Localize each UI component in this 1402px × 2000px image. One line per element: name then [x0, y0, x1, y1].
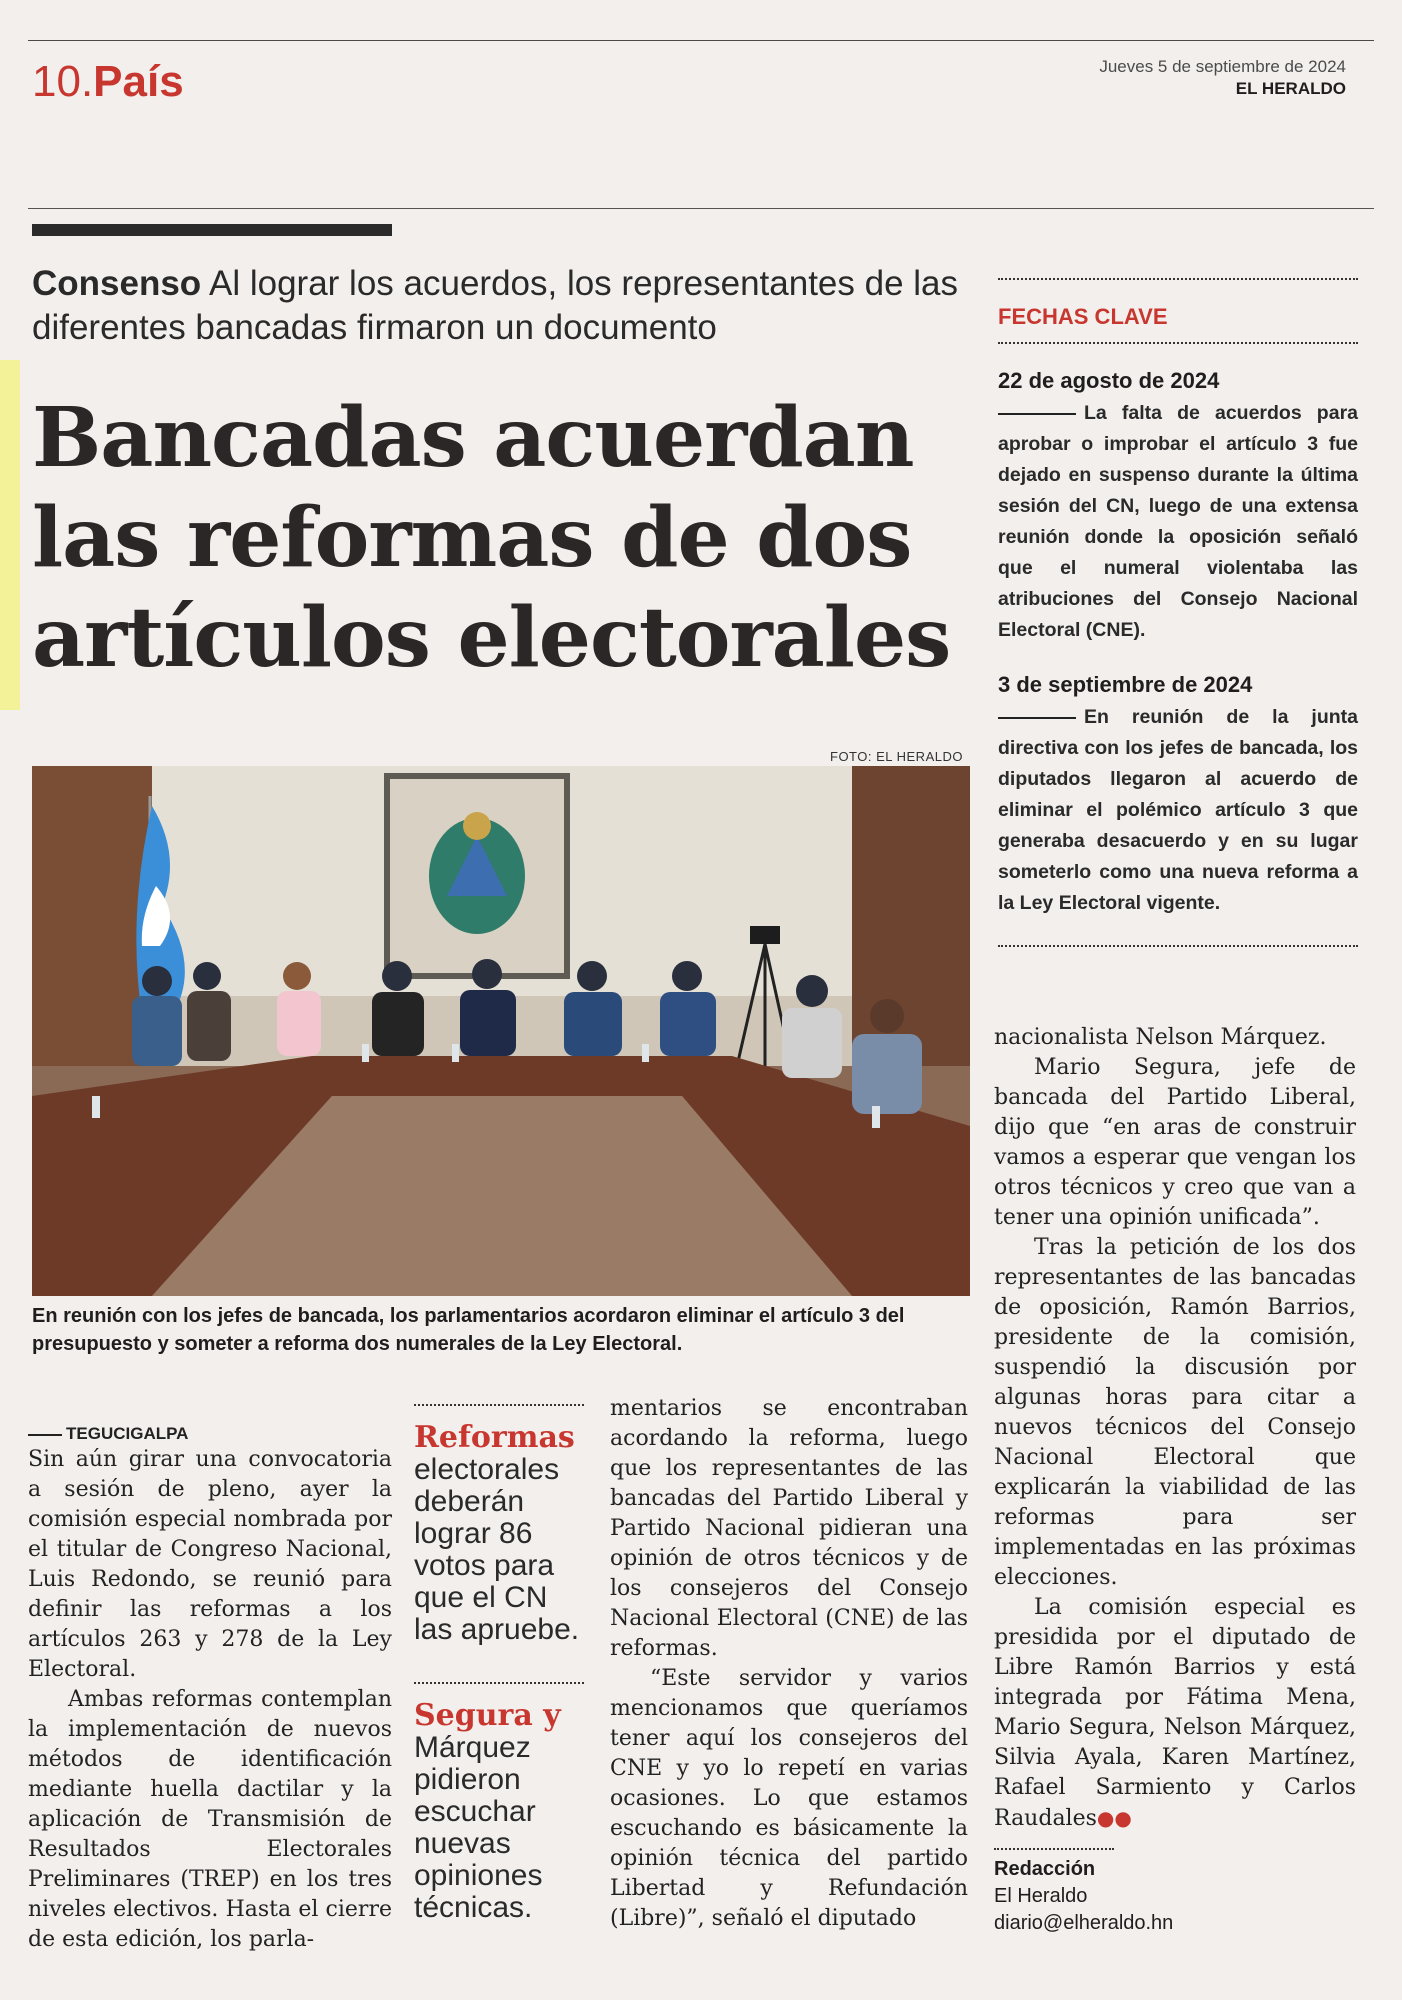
page-header — [32, 56, 184, 107]
kicker — [32, 262, 992, 350]
byline-label: Redacción — [994, 1858, 1096, 1880]
photo-credit: FOTO: EL HERALDO — [830, 749, 963, 764]
pullquote-lead: Reformas — [414, 1420, 575, 1455]
article-column-4 — [994, 1023, 1356, 1834]
pullquote-rule — [414, 1682, 584, 1684]
body-paragraph: Sin aún girar una convocatoria a sesión de pleno, ayer la comisión especial nombrada por el titular de Congreso Nacional, Luis Redondo, se reunió para definir las reformas a los artículos 263 y 278 de la Ley Electoral. — [28, 1447, 392, 1682]
section-name: País — [93, 57, 184, 106]
byline-outlet: El Heraldo — [994, 1885, 1088, 1907]
header-rule — [28, 208, 1374, 209]
issue-date: Jueves 5 de septiembre de 2024 — [1099, 57, 1346, 76]
meeting-photo — [32, 766, 970, 1296]
key-dates-box — [998, 278, 1358, 947]
body-paragraph: Tras la petición de los dos representantes de las bancadas de oposición, Ramón Barrios, presidente de la comisión, suspendió la discusión por algunas horas para citar a nuevos técnicos del Consejo Nacional Electoral que explicarán la viabilidad de las reformas para ser implementadas en las próximas elecciones. — [994, 1235, 1356, 1590]
article-top-bar — [32, 224, 392, 236]
article-column-1 — [28, 1423, 392, 1955]
byline-rule — [994, 1848, 1114, 1850]
end-mark-icon: ●● — [1096, 1806, 1132, 1830]
pullquote-text: electorales deberán lograr 86 votos para que el CN las apruebe. — [414, 1453, 580, 1646]
highlighter-mark — [0, 360, 20, 710]
pullquote-lead: Segura y — [414, 1698, 561, 1733]
byline-box — [994, 1848, 1244, 1937]
pullquote-text: Márquez pidieron escuchar nuevas opiniones técnicas. — [414, 1731, 543, 1924]
headline: Bancadas acuerdan las reformas de dos artículos electorales — [32, 390, 951, 686]
sidebar-rule — [998, 945, 1358, 947]
key-date: 3 de septiembre de 2024 — [998, 672, 1253, 697]
sidebar-title: FECHAS CLAVE — [998, 304, 1168, 329]
sidebar-rule — [998, 342, 1358, 344]
pullquote — [414, 1682, 594, 1924]
body-paragraph: Mario Segura, jefe de bancada del Partido Liberal, dijo que “en aras de construir vamos a esperar que vengan los otros técnicos y creo que van a tener una opinión unificada”. — [994, 1055, 1356, 1230]
body-paragraph: nacionalista Nelson Márquez. — [994, 1025, 1327, 1050]
body-paragraph: “Este servidor y varios mencionamos que queríamos tener aquí los consejeros del CNE y yo lo repetí en varias ocasiones. Lo que estamos escuchando es básicamente la opinión técnica del partido Libertad y Refundación (Libre)”, señaló el diputado — [610, 1666, 968, 1931]
issue-info — [1099, 56, 1346, 100]
body-paragraph: mentarios se encontraban acordando la reforma, luego que los representantes de las bancadas del Partido Liberal y Partido Nacional pidieran una opinión de otros técnicos y de los consejeros del Consejo Nacional Electoral (CNE) de las reformas. — [610, 1396, 968, 1661]
top-rule — [28, 40, 1374, 41]
kicker-label: Consenso — [32, 264, 202, 303]
page-number: 10. — [32, 57, 94, 106]
byline-email: diario@elheraldo.hn — [994, 1912, 1174, 1934]
article-column-3 — [610, 1394, 968, 1934]
publication-name: EL HERALDO — [1235, 79, 1346, 98]
sidebar-rule — [998, 278, 1358, 280]
pullquote — [414, 1404, 594, 1646]
key-date-text: La falta de acuerdos para aprobar o improbar el artículo 3 fue dejado en suspenso durante la última sesión del CN, luego de una extensa reunión donde la oposición señaló que el numeral violentaba las atribuciones del Consejo Nacional Electoral (CNE). — [998, 402, 1358, 641]
photo-caption: En reunión con los jefes de bancada, los parlamentarios acordaron eliminar el artículo 3 del presupuesto y someter a reforma dos numerales de la Ley Electoral. — [32, 1305, 905, 1355]
dateline: TEGUCIGALPA — [28, 1423, 392, 1445]
body-paragraph: La comisión especial es presidida por el diputado de Libre Ramón Barrios y está integrada por Fátima Mena, Mario Segura, Nelson Márquez, Silvia Ayala, Karen Martínez, Rafael Sarmiento y Carlos Raudales●● — [994, 1595, 1356, 1831]
key-date-text: En reunión de la junta directiva con los jefes de bancada, los diputados llegaron al acuerdo de eliminar el polémico artículo 3 que generaba desacuerdo y en su lugar someterlo como una nueva reforma a la Ley Electoral vigente. — [998, 706, 1358, 914]
body-paragraph: Ambas reformas contemplan la implementación de nuevos métodos de identificación mediante huella dactilar y la aplicación de Transmisión de Resultados Electorales Preliminares (TREP) en los tres niveles electivos. Hasta el cierre de esta edición, los parla- — [28, 1687, 392, 1952]
key-date: 22 de agosto de 2024 — [998, 368, 1220, 393]
pullquote-rule — [414, 1404, 584, 1406]
kicker-text: Al lograr los acuerdos, los representantes de las diferentes bancadas firmaron un documento — [32, 264, 959, 347]
